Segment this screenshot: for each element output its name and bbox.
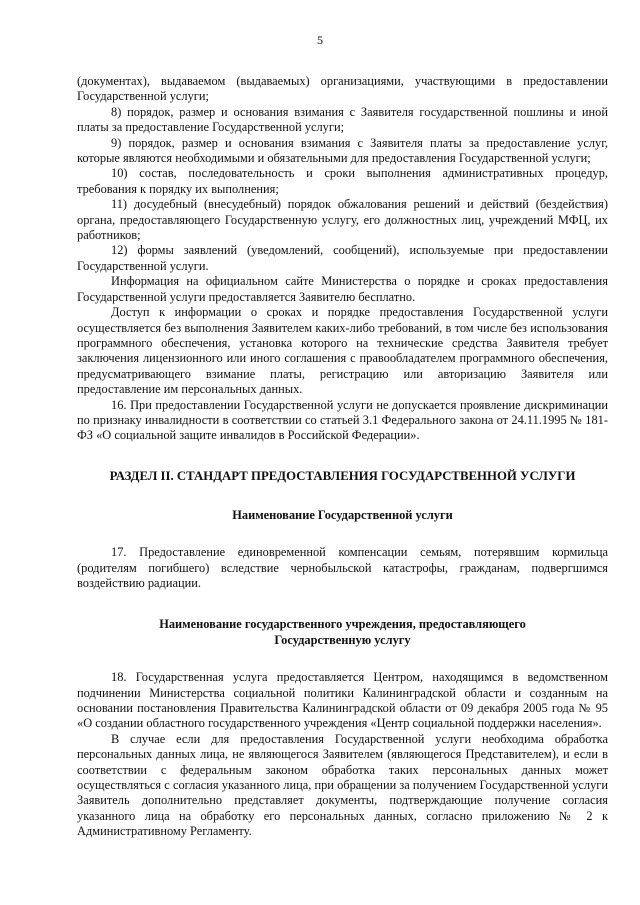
page-content [77, 74, 608, 840]
paragraph: (документах), выдаваемом (выдаваемых) организациями, участвующими в предоставлении Государственной услуги; [77, 74, 608, 104]
section-title: РАЗДЕЛ II. СТАНДАРТ ПРЕДОСТАВЛЕНИЯ ГОСУДАРСТВЕННОЙ УСЛУГИ [109, 468, 576, 483]
paragraph-17: 17. Предоставление единовременной компенсации семьям, потерявшим кормильца (родителям погибшего) вследствие чернобыльской катастрофы, гражданам, подвергшимся воздействию радиации. [77, 545, 608, 590]
subheading-institution-line2: Государственную услугу [274, 632, 411, 647]
paragraph: 9) порядок, размер и основания взимания с Заявителя платы за предоставление услуг, которые являются необходимыми и обязательными для предоставления Государственной услуги; [77, 135, 608, 166]
paragraph: 12) формы заявлений (уведомлений, сообщений), используемые при предоставлении Государственной услуги. [77, 243, 608, 273]
subheading-institution-line1: Наименование государственного учреждения, предоставляющего [159, 617, 526, 632]
paragraph-18: 18. Государственная услуга предоставляется Центром, находящимся в ведомственном подчинении Министерства социальной политики Калининградской области и созданным на основании постановления Правительства Калининградской области от 09 декабря 2005 года № 95 «О создании областного государственного учреждения «Центр социальной поддержки населения». [77, 670, 608, 731]
paragraph-personal-data: В случае если для предоставления Государственной услуги необходима обработка персональных данных лица, не являющегося Заявителем (являющегося Представителем), и если в соответствии с федеральным законом обработка таких персональных данных может осуществляться с согласия указанного лица, при обращении за получением Государственной услуги Заявитель дополнительно представляет документы, подтверждающие получение согласия указанного лица на обработку его персональных данных, согласно приложению № 2 к Административному Регламенту. [77, 731, 608, 839]
paragraph: 16. При предоставлении Государственной услуги не допускается проявление дискриминации по признаку инвалидности в соответствии со статьей 3.1 Федерального закона от 24.11.1995 № 181-ФЗ «О социальной защите инвалидов в Российской Федерации». [77, 397, 608, 443]
top-paragraphs [77, 74, 608, 444]
paragraph: Доступ к информации о сроках и порядке предоставления Государственной услуги осуществляется без выполнения Заявителем каких-либо требований, в том числе без использования программного обеспечения, установка которого на технические средства Заявителя требует заключения лицензионного или иного соглашения с правообладателем программного обеспечения, предусматривающего взимание платы, регистрацию или авторизацию Заявителя или предоставление им персональных данных. [77, 305, 608, 397]
paragraph: 10) состав, последовательность и сроки выполнения административных процедур, требования к порядку их выполнения; [77, 166, 608, 196]
subheading-institution [77, 617, 608, 648]
subheading-service-name: Наименование Государственной услуги [232, 507, 453, 522]
page-number: 5 [317, 33, 323, 47]
paragraph: Информация на официальном сайте Министерства о порядке и сроках предоставления Государственной услуги предоставляется Заявителю бесплатно. [77, 274, 608, 304]
paragraph: 8) порядок, размер и основания взимания с Заявителя государственной пошлины и иной платы за предоставление Государственной услуги; [77, 104, 608, 135]
paragraph: 11) досудебный (внесудебный) порядок обжалования решений и действий (бездействия) органа, предоставляющего Государственную услугу, его должностных лиц, учреждений МФЦ, их работников; [77, 197, 608, 243]
